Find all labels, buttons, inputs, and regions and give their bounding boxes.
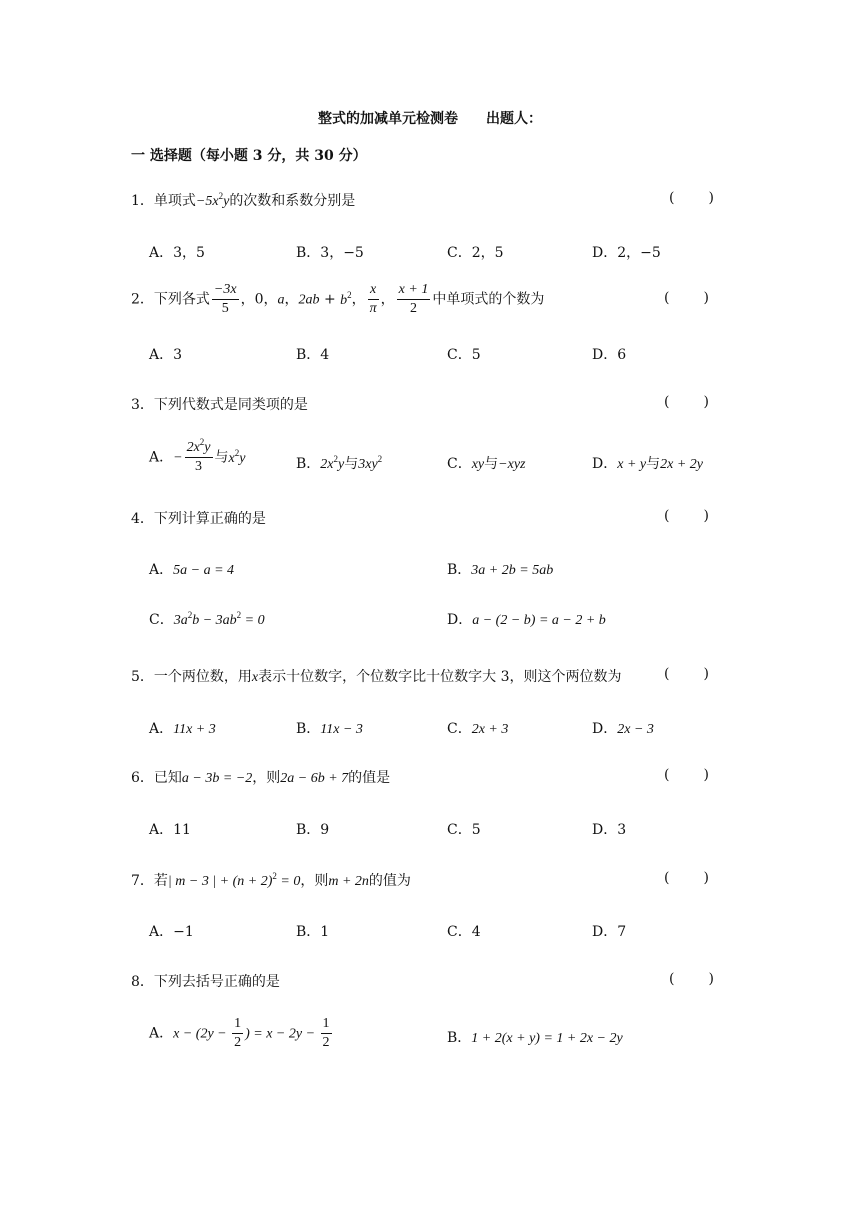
question-3: 3．下列代数式是同类项的是 (131, 397, 308, 413)
answer-blank: ( ) (664, 394, 709, 410)
q6-option-c: C．5 (447, 822, 481, 838)
q3-option-c: C．xy与−xyz (447, 456, 526, 472)
q6-option-d: D．3 (592, 822, 627, 838)
q4-option-c: C．$3a^2b - 3ab^2 = 0$ (149, 610, 265, 628)
q5-option-c: C．2x + 3 (447, 721, 509, 737)
q2-option-c: C．5 (447, 347, 481, 363)
q2-option-d: D．6 (592, 347, 627, 363)
answer-blank: ( ) (664, 290, 709, 306)
q4-option-d: D．a − (2 − b) = a − 2 + b (447, 612, 606, 628)
answer-blank: ( ) (664, 870, 709, 886)
answer-blank: ( ) (669, 971, 714, 987)
page-title (0, 108, 860, 128)
question-7: 7．若| m − 3 | + $(n + 2)^2 = 0$，则m + 2n的值为 (131, 871, 411, 889)
question-5: 5．一个两位数，用x表示十位数字，个位数字比十位数字大 3，则这个两位数为 (131, 669, 622, 685)
question-2: 2．下列各式 $\frac{-3x}{5}$ ，0，a，$2ab + b^2$， $\frac{x}{\pi}$ ， $\frac{x + 1}{2}$ 中单项式的个数为 (131, 282, 545, 316)
q1-option-d: D．2，−5 (592, 245, 661, 261)
q8-option-b: B．1 + 2(x + y) = 1 + 2x − 2y (447, 1030, 623, 1046)
answer-blank: ( ) (664, 767, 709, 783)
question-6: 6．已知a − 3b = −2，则2a − 6b + 7的值是 (131, 770, 391, 786)
q7-option-d: D．7 (592, 924, 627, 940)
q8-option-a: A．x − (2y − $\frac{1}{2}$ ) = x − 2y − $\frac{1}{2}$ (149, 1016, 330, 1050)
q4-option-b: B．3a + 2b = 5ab (447, 562, 554, 578)
question-4: 4．下列计算正确的是 (131, 511, 266, 527)
q6-option-b: B．9 (296, 822, 330, 838)
q6-option-a: A．11 (149, 822, 191, 838)
section-heading: 一 选择题（每小题 3 分，共 30 分） (131, 148, 367, 164)
q3-option-b: B．$2x^2y$与$3xy^2$ (296, 454, 383, 472)
question-8: 8．下列去括号正确的是 (131, 974, 280, 990)
q4-option-a: A．5a − a = 4 (149, 562, 235, 578)
q2-option-b: B．4 (296, 347, 330, 363)
exam-setter: 出题人： (486, 111, 542, 127)
q2-option-a: A．3 (149, 347, 183, 363)
q3-option-d: D．x + y与2x + 2y (592, 456, 703, 472)
q7-option-b: B．1 (296, 924, 330, 940)
q7-option-a: A．−1 (149, 924, 194, 940)
q1-expression: $-5x^2y$ (195, 191, 230, 209)
q3-option-a: A．− $\frac{2x^2y}{3}$ 与$x^2y$ (149, 437, 246, 474)
answer-blank: ( ) (664, 666, 709, 682)
q5-option-b: B．11x − 3 (296, 721, 363, 737)
q1-option-a: A．3，5 (149, 245, 205, 261)
answer-blank: ( ) (669, 190, 714, 206)
q1-option-b: B．3，−5 (296, 245, 364, 261)
question-1: 1．单项式$-5x^2y$的次数和系数分别是 (131, 191, 356, 209)
answer-blank: ( ) (664, 508, 709, 524)
q5-option-d: D．2x − 3 (592, 721, 654, 737)
exam-title: 整式的加减单元检测卷 (318, 111, 458, 127)
q7-option-c: C．4 (447, 924, 481, 940)
q1-option-c: C．2，5 (447, 245, 504, 261)
q5-option-a: A．11x + 3 (149, 721, 216, 737)
